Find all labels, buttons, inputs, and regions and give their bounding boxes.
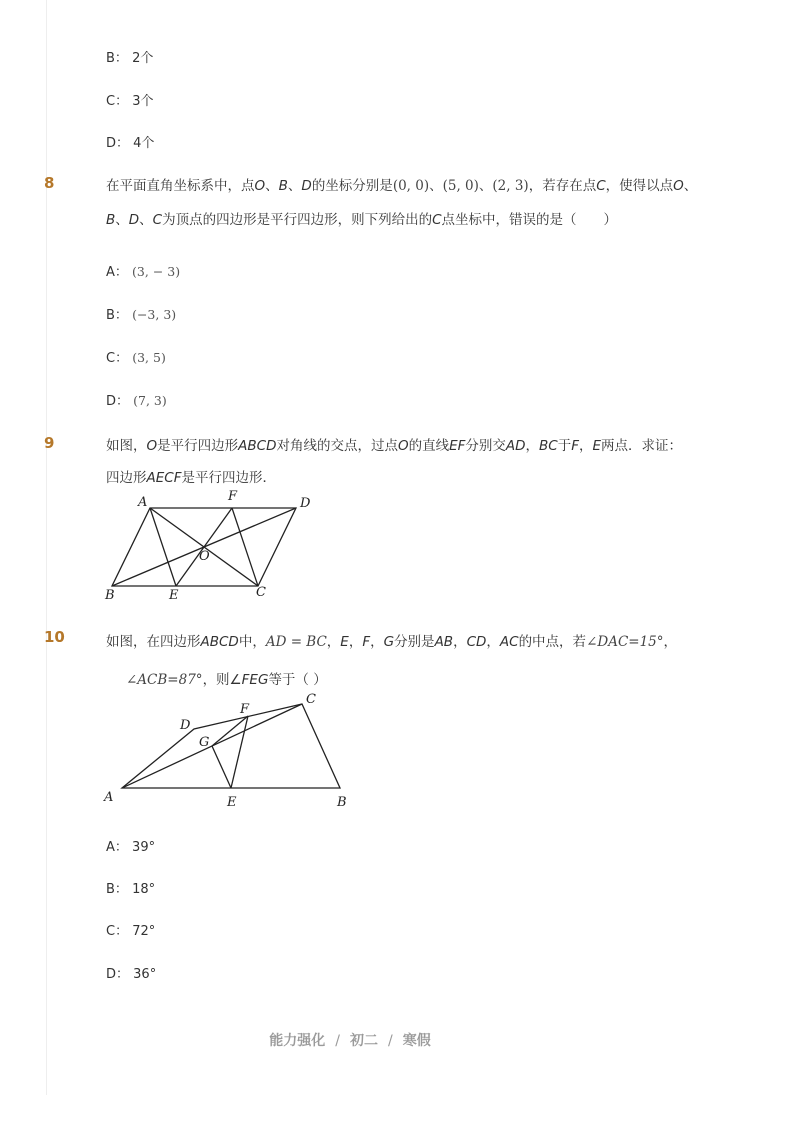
footer-section: 能力强化	[269, 1033, 326, 1049]
var: O	[146, 438, 158, 454]
var: C	[152, 212, 163, 228]
text: 等于（ ）	[268, 672, 327, 688]
var: E	[592, 438, 602, 454]
option-value: (3, 5)	[132, 350, 166, 365]
option-label: A：	[106, 840, 128, 855]
var: C	[432, 212, 442, 228]
math-condition: AD = BC	[265, 634, 327, 650]
var: F	[362, 634, 371, 650]
text: ，	[525, 438, 540, 454]
text: 中，	[238, 634, 266, 650]
q7-option-c[interactable]	[106, 90, 154, 109]
option-label: D：	[106, 967, 130, 982]
point-label-a: A	[138, 495, 148, 510]
q10-option-c[interactable]	[106, 920, 155, 939]
option-label: B：	[106, 51, 128, 66]
text: 于	[557, 438, 572, 454]
q10-text-line-1	[106, 630, 677, 650]
quadrilateral-abcd	[122, 704, 340, 788]
point-label-o: O	[199, 549, 210, 564]
text: 分别是	[394, 634, 435, 650]
option-label: A：	[106, 265, 128, 280]
option-label: B：	[106, 882, 128, 897]
option-label: D：	[106, 394, 130, 409]
var: D	[128, 212, 140, 228]
var: EF	[449, 438, 466, 454]
text: 的坐标分别是	[311, 178, 393, 194]
footer-separator: /	[335, 1033, 340, 1049]
var: AECF	[146, 470, 182, 486]
option-label: B：	[106, 308, 128, 323]
q8-option-d[interactable]	[106, 390, 167, 409]
text: 点坐标中，错误的是（ ）	[441, 212, 618, 228]
var: ABCD	[200, 634, 239, 650]
var: AC	[499, 634, 519, 650]
point-label-c: C	[306, 692, 316, 707]
text: 对角线的交点，过点	[276, 438, 398, 454]
text: 的中点，若	[518, 634, 587, 650]
text: 、	[115, 212, 129, 228]
var: AD	[505, 438, 526, 454]
question-number-9: 9	[44, 434, 55, 452]
point-label-b: B	[337, 795, 347, 810]
point-label-d: D	[300, 496, 311, 511]
question-number-8: 8	[44, 174, 55, 192]
option-value: 18°	[132, 882, 156, 897]
var: G	[383, 634, 395, 650]
option-value: 72°	[132, 924, 156, 939]
option-value: 2个	[132, 51, 154, 66]
text: 是平行四边形．	[181, 470, 276, 486]
option-value: (7, 3)	[133, 393, 167, 408]
math-coords: (0, 0)、(5, 0)、(2, 3)	[392, 178, 529, 194]
var: B	[106, 212, 116, 228]
text: 为顶点的四边形是平行四边形，则下列给出的	[162, 212, 433, 228]
text: ，	[486, 634, 500, 650]
point-label-g: G	[199, 735, 210, 750]
segment-eg	[212, 746, 231, 788]
point-label-f: F	[228, 489, 238, 504]
var: CD	[466, 634, 487, 650]
q8-option-b[interactable]	[106, 304, 176, 323]
text: 在平面直角坐标系中，点	[106, 178, 255, 194]
q10-option-d[interactable]	[106, 963, 156, 982]
var: F	[571, 438, 580, 454]
text: 、	[683, 178, 698, 194]
option-label: C：	[106, 94, 129, 109]
var: BC	[539, 438, 558, 454]
q7-option-d[interactable]	[106, 132, 154, 151]
var: E	[340, 634, 349, 650]
math-angle: ∠DAC=15°	[586, 634, 664, 650]
text: 如图，在四边形	[106, 634, 201, 650]
option-value: 3个	[132, 94, 154, 109]
text: 四边形	[106, 470, 147, 486]
option-value: (3, − 3)	[132, 264, 181, 279]
point-label-e: E	[227, 795, 237, 810]
text: 是平行四边形	[157, 438, 239, 454]
segment-ef	[176, 508, 232, 586]
var: B	[278, 178, 288, 194]
point-label-f: F	[240, 702, 250, 717]
q9-parallelogram-figure	[100, 488, 320, 606]
text: 如图，	[106, 438, 147, 454]
var: D	[301, 178, 312, 194]
point-label-d: D	[180, 718, 191, 733]
q10-option-b[interactable]	[106, 878, 155, 897]
q9-text-line-2	[106, 466, 276, 486]
text: 两点．求证：	[601, 438, 683, 454]
text: ，	[348, 634, 363, 650]
point-label-a: A	[104, 790, 114, 805]
text: ，	[326, 634, 341, 650]
text: 、	[265, 178, 279, 194]
option-label: D：	[106, 136, 130, 151]
q9-text-line-1	[106, 434, 682, 454]
point-label-c: C	[256, 585, 266, 600]
text: ，使得以点	[605, 178, 674, 194]
var: FEG	[241, 672, 269, 688]
footer-term: 寒假	[402, 1033, 431, 1049]
q8-text-line-1	[106, 174, 697, 194]
var: ABCD	[238, 438, 277, 454]
q10-option-a[interactable]	[106, 836, 155, 855]
text: ，则∠	[202, 672, 242, 688]
text: 、	[139, 212, 153, 228]
option-value: (−3, 3)	[132, 307, 177, 322]
var: C	[596, 178, 606, 194]
option-value: 39°	[132, 840, 156, 855]
text: 分别交	[465, 438, 506, 454]
text: ，	[453, 634, 467, 650]
q10-quadrilateral-figure	[100, 688, 360, 814]
q10-text-line-2	[126, 668, 327, 688]
option-label: C：	[106, 924, 129, 939]
option-value: 4个	[133, 136, 155, 151]
left-margin-rule	[46, 0, 47, 1095]
text: ，	[370, 634, 384, 650]
text: ，	[663, 634, 678, 650]
var: O	[254, 178, 266, 194]
footer-separator: /	[388, 1033, 393, 1049]
footer-grade: 初二	[350, 1033, 378, 1049]
var: O	[673, 178, 684, 194]
point-label-e: E	[169, 588, 179, 603]
q8-option-c[interactable]	[106, 347, 166, 366]
var: O	[397, 438, 409, 454]
text: 、	[287, 178, 302, 194]
segment-ef	[231, 716, 248, 788]
q7-option-b[interactable]	[106, 47, 153, 66]
text: 的直线	[408, 438, 450, 454]
segment-ae	[150, 508, 176, 586]
point-label-b: B	[105, 588, 115, 603]
segment-fc	[232, 508, 258, 586]
q8-text-line-2	[106, 208, 617, 228]
option-value: 36°	[133, 967, 157, 982]
page-footer	[0, 1030, 700, 1050]
q8-option-a[interactable]	[106, 261, 180, 280]
math-angle: ∠ACB=87°	[126, 672, 203, 688]
text: ，若存在点	[528, 178, 597, 194]
text: ，	[579, 438, 593, 454]
question-number-10: 10	[44, 628, 65, 646]
option-label: C：	[106, 351, 129, 366]
var: AB	[434, 634, 454, 650]
